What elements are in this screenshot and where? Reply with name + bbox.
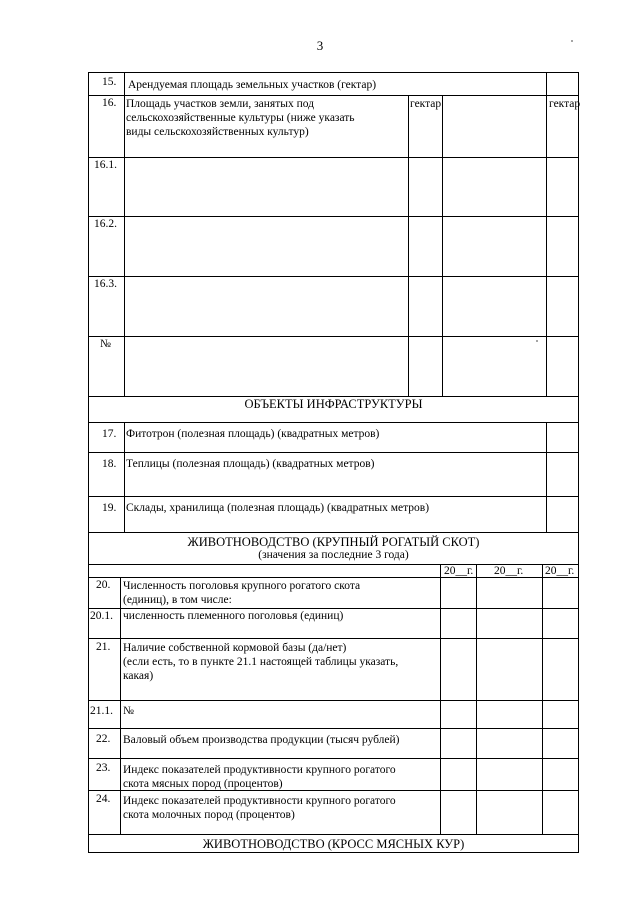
year-header: 20__г. — [545, 565, 575, 577]
rule — [88, 336, 579, 337]
rule — [408, 95, 409, 396]
rule — [120, 577, 121, 834]
rule — [88, 700, 579, 701]
row-number: 21. — [96, 641, 111, 653]
table-right-border — [578, 72, 579, 852]
rule — [88, 728, 579, 729]
row-number: 16.2. — [94, 218, 117, 230]
row-label-line: Площадь участков земли, занятых под — [126, 98, 315, 110]
rule — [88, 496, 579, 497]
row-label: Теплицы (полезная площадь) (квадратных метров) — [126, 458, 375, 470]
unit-label: гектар — [549, 98, 581, 110]
row-label: численность племенного поголовья (единиц) — [123, 610, 344, 622]
rule — [88, 276, 579, 277]
rule — [88, 216, 579, 217]
row-label-line: Индекс показателей продуктивности крупного рогатого — [123, 795, 396, 807]
row-number: 16.1. — [94, 159, 117, 171]
rule — [476, 564, 477, 834]
section-heading-infrastructure: ОБЪЕКТЫ ИНФРАСТРУКТУРЫ — [244, 397, 423, 411]
row-number: 23. — [96, 762, 111, 774]
rule — [124, 422, 125, 532]
scan-speck — [536, 340, 538, 342]
row-number: 20. — [96, 579, 111, 591]
rule — [88, 532, 579, 533]
table-left-border — [88, 72, 89, 852]
row-number: 16. — [102, 97, 117, 109]
row-label-line: Индекс показателей продуктивности крупного рогатого — [123, 764, 396, 776]
rule — [542, 564, 543, 834]
rule — [88, 157, 579, 158]
scan-speck — [571, 40, 573, 42]
row-number: 16.3. — [94, 278, 117, 290]
rule — [88, 95, 579, 96]
rule — [440, 564, 441, 834]
row-number: 19. — [102, 502, 117, 514]
row-label-line: виды сельскохозяйственных культур) — [126, 126, 309, 138]
section-heading-cattle: ЖИВОТНОВОДСТВО (КРУПНЫЙ РОГАТЫЙ СКОТ) — [187, 535, 480, 549]
row-label-line: скота молочных пород (процентов) — [123, 809, 295, 821]
rule — [88, 608, 579, 609]
row-number: 17. — [102, 428, 117, 440]
row-label-line: какая) — [123, 670, 154, 682]
row-label-line: (единиц), в том числе: — [123, 594, 232, 606]
section-subheading-cattle: (значения за последние 3 года) — [258, 549, 409, 561]
year-header: 20__г. — [444, 565, 474, 577]
row-label-line: Численность поголовья крупного рогатого скота — [123, 580, 361, 592]
rule — [88, 758, 579, 759]
row-label-line: скота мясных пород (процентов) — [123, 778, 283, 790]
row-label: № — [123, 705, 134, 717]
row-number: 20.1. — [90, 610, 113, 622]
row-label-line: Наличие собственной кормовой базы (да/нет) — [123, 642, 347, 654]
row-number: 22. — [96, 733, 111, 745]
rule — [88, 638, 579, 639]
row-number: № — [100, 338, 111, 350]
rule — [88, 852, 579, 853]
unit-label: гектар — [410, 98, 442, 110]
rule — [546, 422, 547, 532]
row-number: 15. — [102, 76, 117, 88]
row-label: Склады, хранилища (полезная площадь) (квадратных метров) — [126, 502, 430, 514]
row-number: 21.1. — [90, 705, 113, 717]
row-number: 24. — [96, 793, 111, 805]
rule — [88, 834, 579, 835]
rule — [88, 422, 579, 423]
section-heading-poultry: ЖИВОТНОВОДСТВО (КРОСС МЯСНЫХ КУР) — [202, 837, 465, 851]
row-label: Валовый объем производства продукции (тысяч рублей) — [123, 734, 400, 746]
row-label: Фитотрон (полезная площадь) (квадратных метров) — [126, 428, 380, 440]
row-label-line: сельскохозяйственные культуры (ниже указать — [126, 112, 355, 124]
row-label-line: (если есть, то в пункте 21.1 настоящей таблицы указать, — [123, 656, 399, 668]
page-number: 3 — [316, 38, 324, 53]
rule — [88, 72, 579, 73]
row-number: 18. — [102, 458, 117, 470]
rule — [88, 452, 579, 453]
year-header: 20__г. — [494, 565, 524, 577]
row-label: Арендуемая площадь земельных участков (гектар) — [128, 79, 377, 91]
rule — [546, 72, 547, 396]
rule — [442, 95, 443, 396]
rule — [124, 72, 125, 396]
